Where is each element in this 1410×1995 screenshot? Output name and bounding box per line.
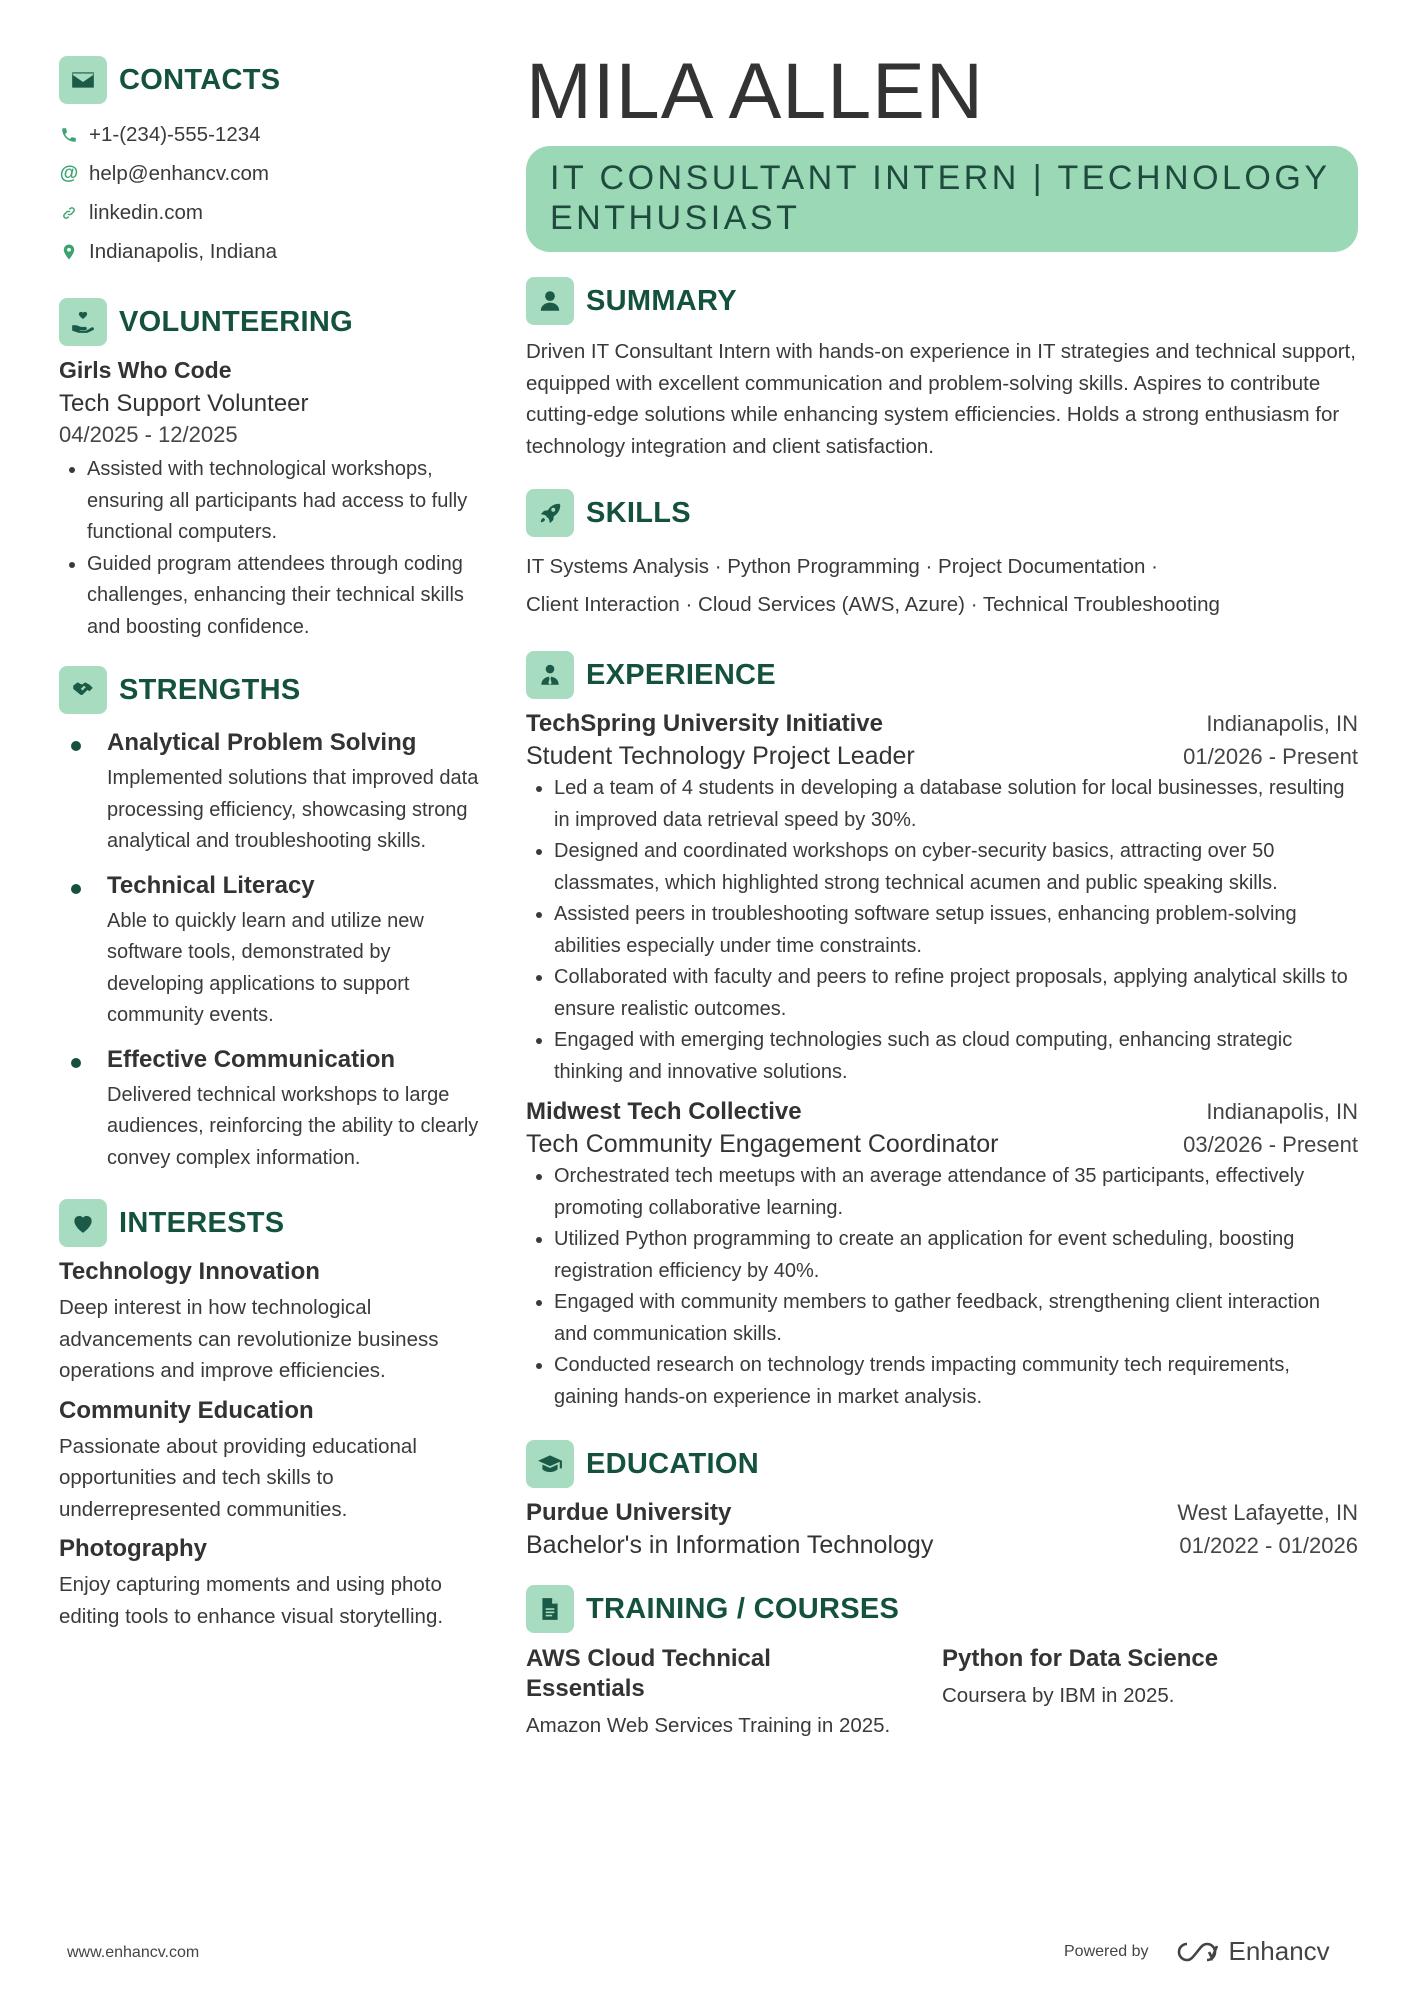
edu-school: Purdue University — [526, 1499, 732, 1526]
interest-item — [59, 1397, 479, 1526]
envelope-icon — [59, 56, 107, 104]
list-item: • Conducted research on technology trends impacting community tech requirements, gaining hands-on experience in market analysis. — [554, 1350, 1358, 1413]
skills-line-2: Client Interaction · Cloud Services (AWS, Azure) · Technical Troubleshooting — [526, 593, 1220, 616]
volunteer-bullets — [59, 454, 479, 643]
job-org: Midwest Tech Collective — [526, 1098, 802, 1125]
list-item: • Collaborated with faculty and peers to refine project proposals, applying analytical skills to ensure realistic outcomes. — [554, 962, 1358, 1025]
skills-list — [526, 548, 1358, 624]
contact-phone[interactable] — [59, 115, 479, 154]
enhancv-logo-icon — [1175, 1939, 1221, 1965]
job-role: Tech Community Engagement Coordinator — [526, 1130, 999, 1158]
bullet-dot — [71, 741, 81, 751]
title-band — [526, 146, 1358, 252]
job-location: Indianapolis, IN — [1206, 1099, 1358, 1124]
course-title-line: Python for Data Science — [942, 1645, 1219, 1672]
heart-hand-icon — [59, 298, 107, 346]
interests-title: INTERESTS — [119, 1206, 285, 1239]
list-item: • Utilized Python programming to create an application for event scheduling, boosting registration efficiency by 40%. — [554, 1224, 1358, 1287]
course-title-line: Essentials — [526, 1675, 645, 1702]
job-bullets — [526, 1161, 1358, 1413]
heart-icon — [59, 1199, 107, 1247]
course-desc: Coursera by IBM in 2025. — [942, 1684, 1175, 1707]
strength-desc: Implemented solutions that improved data processing efficiency, showcasing strong analytical and troubleshooting skills. — [107, 767, 479, 852]
interest-title: Photography — [59, 1535, 207, 1562]
strength-title: Technical Literacy — [107, 871, 315, 899]
job-location: Indianapolis, IN — [1206, 711, 1358, 736]
rocket-icon — [526, 489, 574, 537]
strengths-title: STRENGTHS — [119, 673, 301, 706]
job-dates: 01/2026 - Present — [1183, 744, 1358, 769]
contact-email-text: help@enhancv.com — [89, 161, 269, 185]
experience-header — [526, 650, 1358, 700]
job-row-top — [526, 1098, 1358, 1126]
course-item — [942, 1644, 1358, 1738]
interest-desc: Passionate about providing educational opportunities and tech skills to underrepresented communities. — [59, 1434, 417, 1521]
powered-by-label: Powered by — [1064, 1942, 1149, 1960]
course-title — [942, 1644, 1358, 1674]
contact-location-text: Indianapolis, Indiana — [89, 239, 278, 263]
training-title: TRAINING / COURSES — [586, 1592, 900, 1625]
enhancv-logo[interactable] — [1175, 1936, 1330, 1967]
education-entry — [526, 1499, 1358, 1560]
strength-item — [59, 1046, 479, 1175]
handshake-icon — [59, 666, 107, 714]
course-title — [526, 1644, 942, 1704]
contact-email[interactable] — [59, 154, 479, 193]
briefcase-user-icon — [526, 651, 574, 699]
contact-linkedin[interactable] — [59, 193, 479, 232]
bullet-dot — [71, 1058, 81, 1068]
list-item: • Assisted peers in troubleshooting software setup issues, enhancing problem-solving abilities especially under time constraints. — [554, 899, 1358, 962]
left-column — [59, 55, 479, 1632]
volunteering-title: VOLUNTEERING — [119, 305, 353, 338]
strength-title: Effective Communication — [107, 1045, 396, 1073]
contacts-header — [59, 55, 479, 105]
edu-location: West Lafayette, IN — [1177, 1500, 1358, 1525]
strength-item — [59, 872, 479, 1032]
at-icon: @ — [59, 162, 79, 184]
strength-desc: Able to quickly learn and utilize new software tools, demonstrated by developing applications to support community events. — [107, 909, 424, 1026]
training-header — [526, 1584, 1358, 1634]
experience-title: EXPERIENCE — [586, 658, 776, 691]
list-item: • Orchestrated tech meetups with an average attendance of 35 participants, effectively promoting collaborative learning. — [554, 1161, 1358, 1224]
course-title-line: AWS Cloud Technical — [526, 1645, 771, 1672]
job-dates: 03/2026 - Present — [1183, 1132, 1358, 1157]
candidate-name: MILA ALLEN — [526, 46, 984, 135]
footer-website[interactable]: www.enhancv.com — [67, 1944, 200, 1961]
graduation-cap-icon — [526, 1440, 574, 1488]
job-row-top — [526, 710, 1358, 738]
title-line-1: IT CONSULTANT INTERN | TECHNOLOGY — [550, 159, 1331, 197]
interest-item — [59, 1258, 479, 1387]
job-bullets — [526, 773, 1358, 1088]
interests-list — [59, 1258, 479, 1632]
job-org: TechSpring University Initiative — [526, 710, 883, 737]
edu-degree: Bachelor's in Information Technology — [526, 1531, 934, 1559]
course-list — [526, 1644, 1358, 1738]
contacts-title: CONTACTS — [119, 63, 281, 96]
phone-icon — [59, 125, 79, 145]
interests-header — [59, 1198, 479, 1248]
interest-title: Technology Innovation — [59, 1258, 320, 1285]
link-icon — [59, 203, 79, 223]
document-icon — [526, 1585, 574, 1633]
job-entry — [526, 710, 1358, 1088]
summary-header — [526, 276, 1358, 326]
user-icon — [526, 277, 574, 325]
contact-phone-text: +1-(234)-555-1234 — [89, 122, 261, 146]
edu-row-top — [526, 1499, 1358, 1527]
skills-title: SKILLS — [586, 496, 691, 529]
summary-text: Driven IT Consultant Intern with hands-on experience in IT strategies and technical support, equipped with excellent communication and problem-solving skills. Aspires to contribute cutting-edge solutions while enhancing system efficiencies. Holds a strong enthusiasm for technology integration and client satisfaction. — [526, 340, 1356, 458]
volunteering-header — [59, 297, 479, 347]
list-item: • Engaged with community members to gather feedback, strengthening client interaction and communication skills. — [554, 1287, 1358, 1350]
education-header — [526, 1439, 1358, 1489]
list-item: • Led a team of 4 students in developing a database solution for local businesses, resulting in improved data retrieval speed by 30%. — [554, 773, 1358, 836]
strength-item — [59, 729, 479, 858]
job-row-bottom — [526, 742, 1358, 771]
job-row-bottom — [526, 1130, 1358, 1159]
strengths-header — [59, 665, 479, 715]
title-line-2: ENTHUSIAST — [550, 199, 801, 237]
job-entry — [526, 1098, 1358, 1413]
location-pin-icon — [59, 242, 79, 262]
list-item: • Assisted with technological workshops, ensuring all participants had access to fully functional computers. — [87, 454, 479, 549]
list-item: • Engaged with emerging technologies such as cloud computing, enhancing strategic thinking and innovative solutions. — [554, 1025, 1358, 1088]
job-role: Student Technology Project Leader — [526, 742, 915, 770]
skills-header — [526, 488, 1358, 538]
brand-name: Enhancv — [1228, 1936, 1330, 1966]
right-column — [526, 48, 1358, 1738]
contact-location — [59, 232, 479, 271]
list-item: • Designed and coordinated workshops on cyber-security basics, attracting over 50 classmates, which highlighted strong technical acumen and public speaking skills. — [554, 836, 1358, 899]
footer-branding — [1064, 1936, 1330, 1967]
edu-dates: 01/2022 - 01/2026 — [1179, 1533, 1358, 1558]
strengths-list — [59, 729, 479, 1174]
education-title: EDUCATION — [586, 1447, 759, 1480]
list-item: • Guided program attendees through coding challenges, enhancing their technical skills and boosting confidence. — [87, 549, 479, 644]
volunteering-entry — [59, 357, 479, 643]
interest-desc: Deep interest in how technological advancements can revolutionize business operations and improve efficiencies. — [59, 1296, 439, 1382]
strength-desc: Delivered technical workshops to large audiences, reinforcing the ability to clearly convey complex information. — [107, 1083, 479, 1169]
interest-title: Community Education — [59, 1396, 314, 1424]
contact-list — [59, 115, 479, 271]
bullet-dot — [71, 884, 81, 894]
interest-desc: Enjoy capturing moments and using photo editing tools to enhance visual storytelling. — [59, 1573, 444, 1628]
volunteer-role: Tech Support Volunteer — [59, 390, 309, 417]
interest-item — [59, 1535, 479, 1632]
summary-title: SUMMARY — [586, 284, 737, 317]
course-item — [526, 1644, 942, 1738]
course-desc: Amazon Web Services Training in 2025. — [526, 1714, 891, 1737]
strength-title: Analytical Problem Solving — [107, 729, 417, 756]
volunteer-org: Girls Who Code — [59, 357, 232, 383]
contact-linkedin-text: linkedin.com — [89, 200, 203, 224]
skills-line-1: IT Systems Analysis · Python Programming · Project Documentation · — [526, 555, 1158, 578]
edu-row-bottom — [526, 1531, 1358, 1560]
volunteer-dates: 04/2025 - 12/2025 — [59, 422, 238, 447]
